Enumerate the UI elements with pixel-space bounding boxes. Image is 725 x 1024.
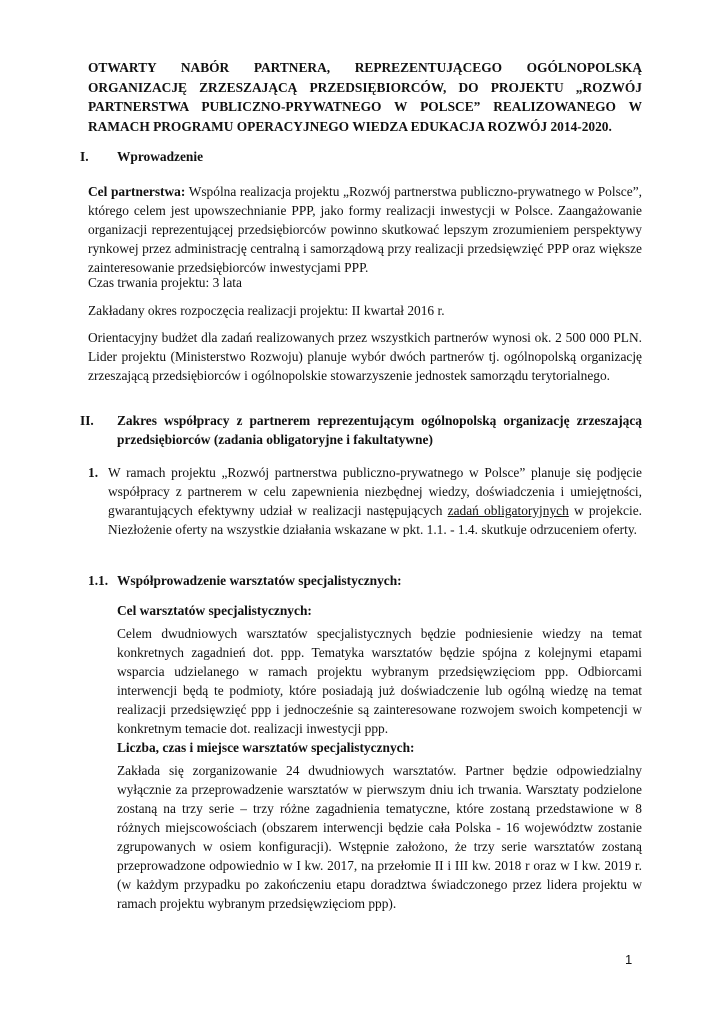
workshop-count-heading: Liczba, czas i miejsce warsztatów specjalistycznych: [117,740,415,755]
document-title: OTWARTY NABÓR PARTNERA, REPREZENTUJĄCEGO OGÓLNOPOLSKĄ ORGANIZACJĘ ZRZESZAJĄCĄ PRZEDSIĘBIORCÓW, DO PROJEKTU „ROZWÓJ PARTNERSTWA PUBLICZNO-PRYWATNEGO W POLSCE” REALIZOWANEGO W RAMACH PROGRAMU OPERACYJNEGO WIEDZA EDUKACJA ROZWÓJ 2014-2020. [88,60,642,134]
section-2-heading: Zakres współpracy z partnerem reprezentującym ogólnopolską organizację zrzeszającą przedsiębiorców (zadania obligatoryjne i fakultatywne) [117,413,642,447]
page-number: 1 [625,952,633,967]
section-1-heading: Wprowadzenie [117,149,204,164]
partnership-goal-paragraph [88,182,642,277]
section-2-number: II. [80,413,94,428]
partnership-goal-label: Cel partnerstwa: [88,184,186,199]
item-1-underlined: zadań obligatoryjnych [447,503,569,518]
item-1-number: 1. [88,465,99,480]
item-1-paragraph [108,463,642,539]
budget-paragraph: Orientacyjny budżet dla zadań realizowanych przez wszystkich partnerów wynosi ok. 2 500 000 PLN. Lider projektu (Ministerstwo Rozwoju) planuje wybór dwóch partnerów tj. ogólnopolską organizację zrzeszającą przedsiębiorców i ogólnopolskie stowarzyszenie jednostek samorządu terytorialnego. [88,330,642,383]
item-1-text-b: w projekcie. Niezłożenie oferty na wszystkie działania wskazane w pkt. 1.1. - 1.4. skutkuje odrzuceniem oferty. [108,503,642,537]
project-start: Zakładany okres rozpoczęcia realizacji projektu: II kwartał 2016 r. [88,303,445,318]
workshop-count-paragraph: Zakłada się zorganizowanie 24 dwudniowych warsztatów. Partner będzie odpowiedzialny wyłącznie za przeprowadzenie warsztatów w pierwszym dniu ich trwania. Warsztaty podzielone zostaną na trzy serie – trzy różne zagadnienia tematyczne, które zostaną przedstawione w 8 różnych miejscowościach (obszarem interwencji będzie cała Polska - 16 województw zostanie zgrupowanych w osiem konfiguracji). Wstępnie założono, że trzy serie warsztatów zostaną przeprowadzone odpowiednio w I kw. 2017, na przełomie II i III kw. 2018 r oraz w I kw. 2019 r. (w każdym przypadku po zakończeniu etapu doradztwa świadczonego przez lidera projektu w ramach projektu wybranym przedsięwzięciom ppp). [117,763,642,911]
partnership-goal-text: Wspólna realizacja projektu „Rozwój partnerstwa publiczno-prywatnego w Polsce”, którego celem jest upowszechnianie PPP, jako formy realizacji inwestycji w Polsce. Zaangażowanie organizacji reprezentującej przedsiębiorców powinno skutkować lepszym zrozumieniem perspektywy rynkowej przez administrację centralną i samorządową przy realizacji przedsięwzięć PPP oraz większe zainteresowanie przedsiębiorców inwestycjami PPP. [88,184,642,275]
subsection-1-1-number: 1.1. [88,573,109,588]
subsection-1-1-heading: Współprowadzenie warsztatów specjalistycznych: [117,573,402,588]
item-1-text-a: W ramach projektu „Rozwój partnerstwa publiczno-prywatnego w Polsce” planuje się podjęcie współpracy z partnerem w celu zapewnienia niezbędnej wiedzy, doświadczenia i umiejętności, gwarantujących efektywny udział w realizacji następujących [108,465,642,518]
workshop-goal-paragraph: Celem dwudniowych warsztatów specjalistycznych będzie podniesienie wiedzy na temat konkretnych zagadnień dot. ppp. Tematyka warsztatów będzie spójna z kolejnymi etapami wsparcia udzielanego w ramach projektu wybranym przedsięwzięciom ppp. Odbiorcami interwencji będą te podmioty, które posiadają już doświadczenie lub ogólną wiedzę na temat realizacji przedsięwzięć ppp i jednocześnie są zainteresowane rozwojem swoich kompetencji w konkretnym temacie dot. realizacji inwestycji ppp. [117,626,642,736]
section-1-number: I. [80,149,89,164]
project-duration: Czas trwania projektu: 3 lata [88,275,242,290]
workshop-goal-heading: Cel warsztatów specjalistycznych: [117,603,312,618]
